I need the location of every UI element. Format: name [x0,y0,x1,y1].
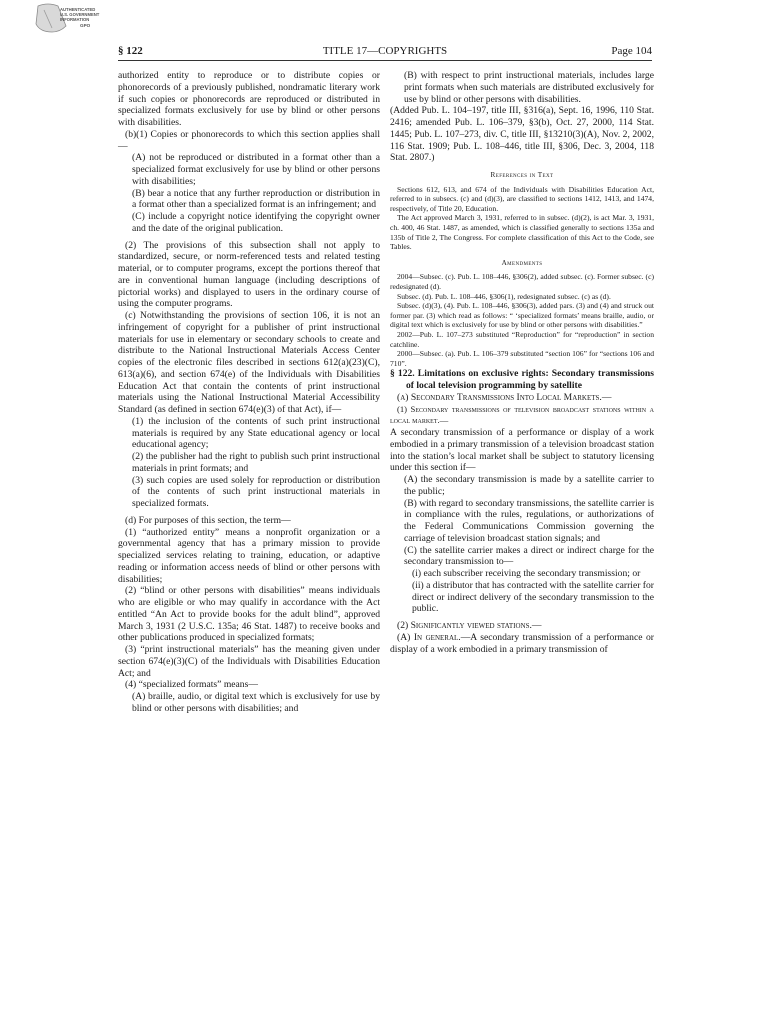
paragraph-b1-a: (A) not be reproduced or distributed in a format other than a specialized format exclusively for use by blind or other persons with disabilities; [132,152,380,187]
paragraph-d2: (2) “blind or other persons with disabilities” means individuals who are eligible or who may qualify in accordance with the Act entitled “An Act to provide books for the adult blind”, approved March 3, 1931 (2 U.S.C. 135a; 46 Stat. 1487) to receive books and other publications produced in specialized formats; [118,585,380,644]
paragraph-d4: (4) “specialized formats” means— [125,679,258,691]
paragraph-d: (d) For purposes of this section, the term— [125,514,291,526]
paragraph-d4-a: (A) braille, audio, or digital text which is exclusively for use by blind or other persons with disabilities; and [132,691,380,714]
amendment-note: 2002—Pub. L. 107–273 substituted “Reproduction” for “reproduction” in section catchline. [390,329,654,349]
paragraph-1-a: (A) the secondary transmission is made by a satellite carrier to the public; [404,474,654,497]
paragraph-1-text: A secondary transmission of a performance or display of a work embodied in a primary transmission of a television broadcast station into the station’s local market shall be subject to statutory licensing under this section if— [390,427,654,474]
gpo-authenticated-seal-logo [30,2,116,34]
right-column [390,70,654,655]
paragraph-b1: (b)(1) Copies or phonorecords to which this section applies shall— [118,128,380,152]
header-rule [118,60,652,61]
section-122-heading: § 122. Limitations on exclusive rights: Secondary transmissions of local television programming by satellite [390,368,654,392]
paragraph-2-a-heading: (A) In general.— [397,631,471,643]
amendment-note: Subsec. (d). Pub. L. 108–446, §306(1), redesignated subsec. (c) as (d). [397,291,611,301]
amendment-note: 2000—Subsec. (a). Pub. L. 106–379 substituted “section 106” for “sections 106 and 710”. [390,349,654,368]
paragraph-b1-c: (C) include a copyright notice identifying the copyright owner and the date of the original publication. [132,211,380,234]
paragraph-1-c-i: (i) each subscriber receiving the secondary transmission; or [412,568,641,580]
paragraph-2-a-text: A secondary transmission of a performance or display of a work embodied in a primary transmission of [390,631,654,655]
running-head-section: § 122 [118,45,143,57]
amendment-note: Subsec. (d)(3), (4). Pub. L. 108–446, §306(3), added pars. (3) and (4) and struck out former par. (3) which read as follows: “ ‘specialized formats’ means braille, audio, or digital text which is exclusively for use by blind or other persons with disabilities.” [390,301,654,330]
seal-line-3: INFORMATION [60,17,90,22]
paragraph-b1-b: (B) bear a notice that any further reproduction or distribution in a format other than a specialized format is an infringement; and [132,187,380,211]
paragraph-1-c-ii: (ii) a distributor that has contracted with the satellite carrier for direct or indirect delivery of the secondary transmission to the public. [412,579,654,615]
references-heading: References in Text [490,171,554,179]
paragraph-1-heading: (1) Secondary transmissions of television broadcast stations within a local market.— [390,403,654,426]
source-credits: (Added Pub. L. 104–197, title III, §316(a), Sept. 16, 1996, 110 Stat. 2416; amended Pub. L. 106–379, §3(b), Oct. 27, 2000, 114 Stat. 1445; Pub. L. 107–273, div. C, title III, §13210(3)(A), Nov. 2, 2002, 116 Stat. 1909; Pub. L. 108–446, title III, §306, Dec. 3, 2004, 118 Stat. 2807.) [390,105,654,164]
amendment-note: 2004—Subsec. (c). Pub. L. 108–446, §306(2), added subsec. (c). Former subsec. (c) redesignated (d). [390,272,654,291]
paragraph-c1: (1) the inclusion of the contents of such print instructional materials is required by any State educational agency or local educational agency; [132,415,380,451]
amendments-heading: Amendments [501,258,543,267]
reference-note: Sections 612, 613, and 674 of the Individuals with Disabilities Education Act, referred to in subsecs. (c) and (d)(3), are classified to sections 1412, 1413, and 1474, respectively, of Title 20, Education. [390,184,654,213]
paragraph-d3: (3) “print instructional materials” has the meaning given under section 674(e)(3)(C) of the Individuals with Disabilities Education Act; and [118,644,380,679]
paragraph-1-b: (B) with regard to secondary transmissions, the satellite carrier is in compliance with the rules, regulations, or authorizations of the Federal Communications Commission governing the carriage of television broadcast station signals; and [404,497,654,544]
paragraph-d4-b: (B) with respect to print instructional materials, includes large print formats when such materials are distributed exclusively for use by blind or other persons with disabilities. [404,70,654,105]
seal-line-1: AUTHENTICATED [60,7,96,12]
paragraph-c2: (2) the publisher had the right to publish such print instructional materials in print formats; and [132,451,380,474]
references-notes [390,171,654,368]
paragraph-c3: (3) such copies are used solely for reproduction or distribution of the contents of such print instructional materials in specialized formats. [132,474,380,509]
paragraph-1-c: (C) the satellite carrier makes a direct or indirect charge for the secondary transmission to— [404,544,654,568]
running-head [118,44,652,58]
paragraph-2-heading: (2) Significantly viewed stations.— [397,620,542,632]
running-head-title: TITLE 17—COPYRIGHTS [322,45,448,57]
paragraph-c: (c) Notwithstanding the provisions of section 106, it is not an infringement of copyright for a publisher of print instructional materials for use in elementary or secondary schools to create and distribute to the National Instructional Materials Access Center copies of the electronic files described in sections 612(a)(23)(C), 613(a)(6), and section 674(e) of the Individuals with Disabilities Education Act that contain the contents of print instructional materials using the National Instructional Material Accessibility Standard (as defined in section 674(e)(3) of that Act), if— [118,310,380,415]
reference-note: The Act approved March 3, 1931, referred to in subsec. (d)(2), is act Mar. 3, 1931, ch. 400, 46 Stat. 1487, as amended, which is classified generally to sections 135a and 135b of Title 2, The Congress. For complete classification of this Act to the Code, see Tables. [390,213,654,252]
paragraph-d1: (1) “authorized entity” means a nonprofit organization or a governmental agency that has a primary mission to provide specialized services relating to training, education, or adaptive reading or information access needs of blind or other persons with disabilities; [118,526,380,585]
seal-line-4: GPO [80,23,91,28]
running-head-page-number: Page 104 [611,45,652,57]
paragraph-b2: (2) The provisions of this subsection shall not apply to standardized, secure, or norm-referenced tests and related testing material, or to computer programs, except the portions thereof that are in conventional human language (including descriptions of pictorial works) and displayed to users in the ordinary course of using the computer programs. [118,239,380,310]
seal-line-2: U.S. GOVERNMENT [60,12,100,17]
paragraph-continuation: authorized entity to reproduce or to distribute copies or phonorecords of a previously published, nondramatic literary work if such copies or phonorecords are reproduced or distributed in specialized formats exclusively for use by blind or other persons with disabilities. [118,70,380,128]
subsection-a-heading: (a) Secondary Transmissions Into Local Markets.— [397,391,612,403]
left-column [118,70,380,715]
